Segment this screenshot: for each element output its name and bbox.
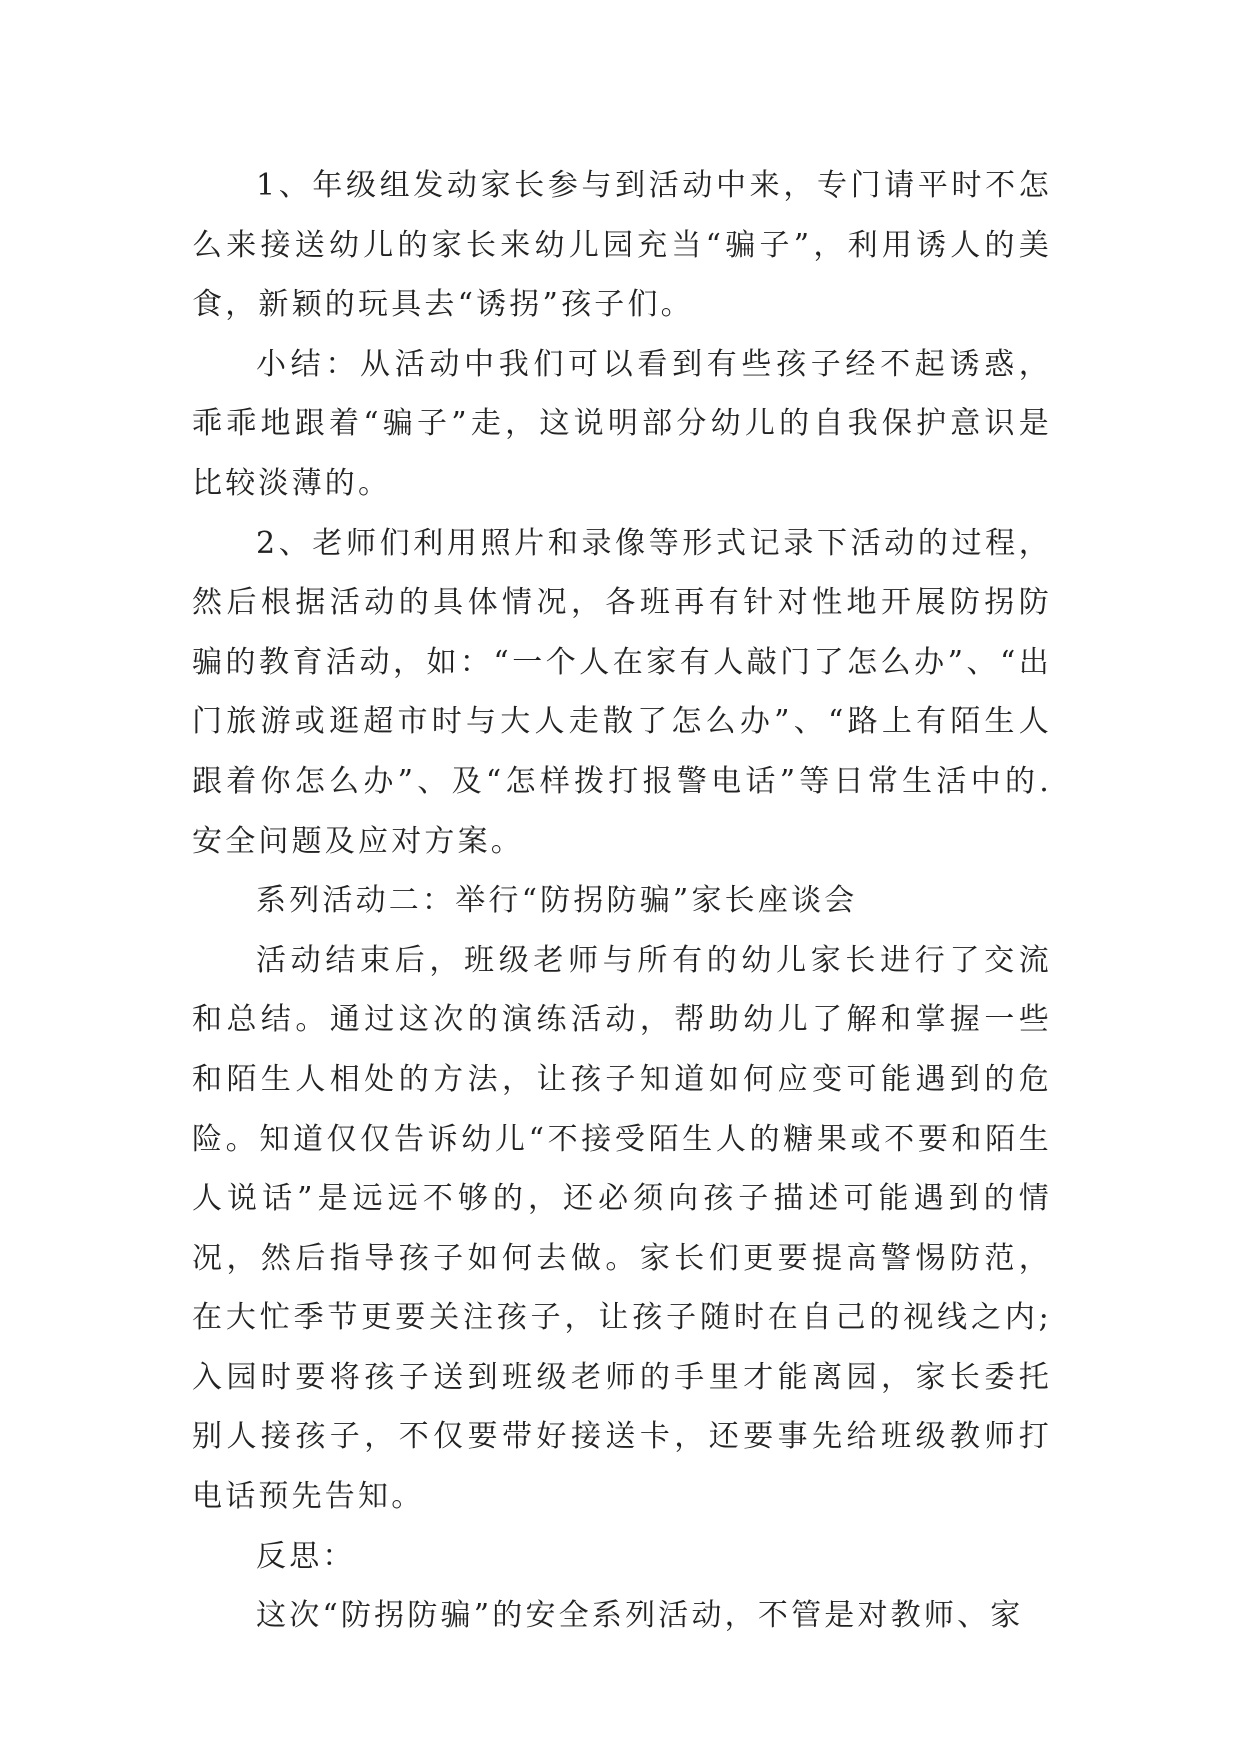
paragraph-parent-meeting: 活动结束后，班级老师与所有的幼儿家长进行了交流和总结。通过这次的演练活动，帮助幼儿了解和掌握一些和陌生人相处的方法，让孩子知道如何应变可能遇到的危险。知道仅仅告诉幼儿“不接受陌生人的糖果或不要和陌生人说话”是远远不够的，还必须向孩子描述可能遇到的情况，然后指导孩子如何去做。家长们更要提高警惕防范，在大忙季节更要关注孩子，让孩子随时在自己的视线之内;入园时要将孩子送到班级老师的手里才能离园，家长委托别人接孩子，不仅要带好接送卡，还要事先给班级教师打电话预先告知。 [192,942,1052,1515]
section-heading-series-2: 系列活动二：举行“防拐防骗”家长座谈会 [256,883,858,919]
paragraph-activity-2: 2、老师们利用照片和录像等形式记录下活动的过程，然后根据活动的具体情况，各班再有针对性地开展防拐防骗的教育活动，如：“一个人在家有人敲门了怎么办”、“出门旅游或逛超市时与大人走散了怎么办”、“路上有陌生人跟着你怎么办”、及“怎样拨打报警电话”等日常生活中的.安全问题及应对方案。 [192,525,1052,859]
paragraph-reflection: 这次“防拐防骗”的安全系列活动，不管是对教师、家 [256,1598,1024,1634]
paragraph-summary: 小结：从活动中我们可以看到有些孩子经不起诱惑，乖乖地跟着“骗子”走，这说明部分幼儿的自我保护意识是比较淡薄的。 [192,346,1052,501]
paragraph-activity-1: 1、年级组发动家长参与到活动中来，专门请平时不怎么来接送幼儿的家长来幼儿园充当“骗子”，利用诱人的美食，新颖的玩具去“诱拐”孩子们。 [192,168,1052,323]
document-body [192,156,1052,1646]
section-heading-reflection: 反思： [256,1538,356,1574]
